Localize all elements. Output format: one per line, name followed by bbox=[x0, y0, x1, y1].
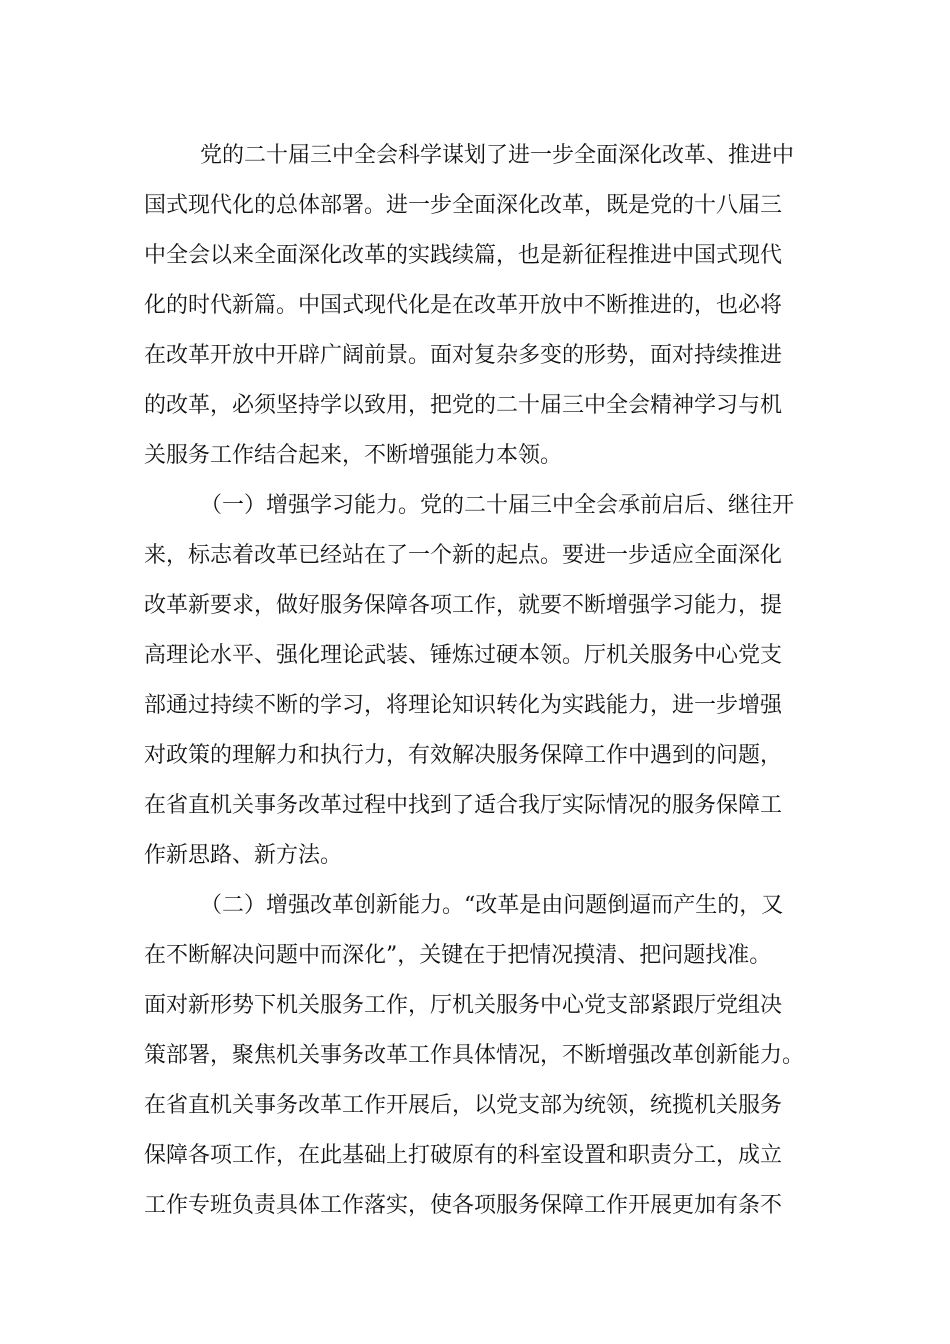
paragraph-line: 作新思路、新方法。 bbox=[144, 843, 343, 868]
paragraph-line: 工作专班负责具体工作落实，使各项服务保障工作开展更加有条不 bbox=[144, 1193, 783, 1218]
paragraph-3 bbox=[144, 881, 824, 1231]
paragraph-line: 在改革开放中开辟广阔前景。面对复杂多变的形势，面对持续推进 bbox=[144, 343, 783, 368]
paragraph-line: 关服务工作结合起来，不断增强能力本领。 bbox=[144, 443, 563, 468]
paragraph-line: 国式现代化的总体部署。进一步全面深化改革，既是党的十八届三 bbox=[144, 193, 783, 218]
document-body bbox=[144, 131, 824, 1231]
paragraph-line: 对政策的理解力和执行力，有效解决服务保障工作中遇到的问题， bbox=[144, 743, 783, 768]
paragraph-line: 在不断解决问题中而深化”，关键在于把情况摸清、把问题找准。 bbox=[144, 943, 772, 968]
paragraph-line: 策部署，聚焦机关事务改革工作具体情况，不断增强改革创新能力。 bbox=[144, 1043, 805, 1068]
paragraph-line: 部通过持续不断的学习，将理论知识转化为实践能力，进一步增强 bbox=[144, 693, 783, 718]
paragraph-line: 改革新要求，做好服务保障各项工作，就要不断增强学习能力，提 bbox=[144, 593, 783, 618]
paragraph-line: 的改革，必须坚持学以致用，把党的二十届三中全会精神学习与机 bbox=[144, 393, 783, 418]
paragraph-line: 来，标志着改革已经站在了一个新的起点。要进一步适应全面深化 bbox=[144, 543, 783, 568]
paragraph-line: 化的时代新篇。中国式现代化是在改革开放中不断推进的，也必将 bbox=[144, 293, 783, 318]
paragraph-line: 中全会以来全面深化改革的实践续篇，也是新征程推进中国式现代 bbox=[144, 243, 783, 268]
paragraph-line: 党的二十届三中全会科学谋划了进一步全面深化改革、推进中 bbox=[200, 143, 795, 168]
paragraph-line: 高理论水平、强化理论武装、锤炼过硬本领。厅机关服务中心党支 bbox=[144, 643, 783, 668]
paragraph-line: 在省直机关事务改革工作开展后，以党支部为统领，统揽机关服务 bbox=[144, 1093, 783, 1118]
paragraph-line: （二）增强改革创新能力。“改革是由问题倒逼而产生的，又 bbox=[200, 893, 784, 918]
paragraph-line: 面对新形势下机关服务工作，厅机关服务中心党支部紧跟厅党组决 bbox=[144, 993, 783, 1018]
paragraph-2 bbox=[144, 481, 824, 881]
paragraph-line: （一）增强学习能力。党的二十届三中全会承前启后、继往开 bbox=[200, 493, 795, 518]
paragraph-line: 在省直机关事务改革过程中找到了适合我厅实际情况的服务保障工 bbox=[144, 793, 783, 818]
paragraph-1 bbox=[144, 131, 824, 481]
paragraph-line: 保障各项工作，在此基础上打破原有的科室设置和职责分工，成立 bbox=[144, 1143, 783, 1168]
